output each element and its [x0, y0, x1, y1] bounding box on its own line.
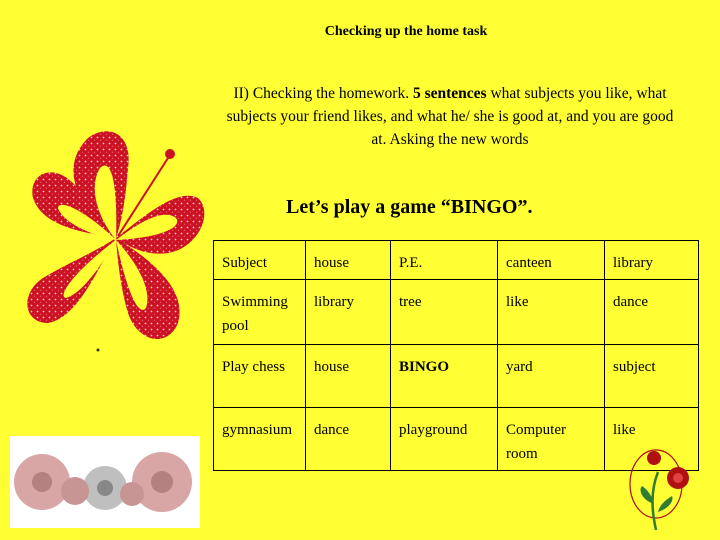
slide-title: Checking up the home task — [324, 24, 488, 39]
bingo-cell: subject — [605, 345, 699, 408]
bingo-cell: house — [306, 241, 391, 280]
bingo-cell: dance — [306, 408, 391, 471]
bingo-cell: Computer room — [498, 408, 605, 471]
bingo-cell: playground — [391, 408, 498, 471]
homework-text — [222, 82, 678, 151]
bingo-cell: gymnasium — [214, 408, 306, 471]
hibiscus-icon — [18, 118, 214, 368]
bingo-cell: P.E. — [391, 241, 498, 280]
bingo-cell: library — [605, 241, 699, 280]
bingo-cell: Subject — [214, 241, 306, 280]
bingo-cell: yard — [498, 345, 605, 408]
bingo-cell: tree — [391, 280, 498, 345]
bingo-cell: canteen — [498, 241, 605, 280]
homework-bold: 5 sentences — [412, 85, 487, 102]
game-title: Let’s play a game “BINGO”. — [286, 196, 533, 218]
bingo-cell: library — [306, 280, 391, 345]
bingo-table — [213, 240, 699, 471]
bingo-cell: Swimming pool — [214, 280, 306, 345]
bingo-cell-bingo: BINGO — [391, 345, 498, 408]
table-row — [214, 241, 699, 280]
bingo-cell: house — [306, 345, 391, 408]
table-row — [214, 345, 699, 408]
flower-border-icon — [10, 436, 200, 528]
table-row — [214, 280, 699, 345]
bingo-cell: like — [605, 408, 699, 471]
bingo-cell: like — [498, 280, 605, 345]
homework-rest: what subjects you like, what subjects your friend likes, and what he/ she is good at, and you are good at. Asking the new words — [226, 85, 674, 148]
rose-icon — [620, 442, 696, 534]
bingo-cell: Play chess — [214, 345, 306, 408]
homework-prefix: II) Checking the homework. — [233, 85, 413, 102]
bingo-cell: dance — [605, 280, 699, 345]
